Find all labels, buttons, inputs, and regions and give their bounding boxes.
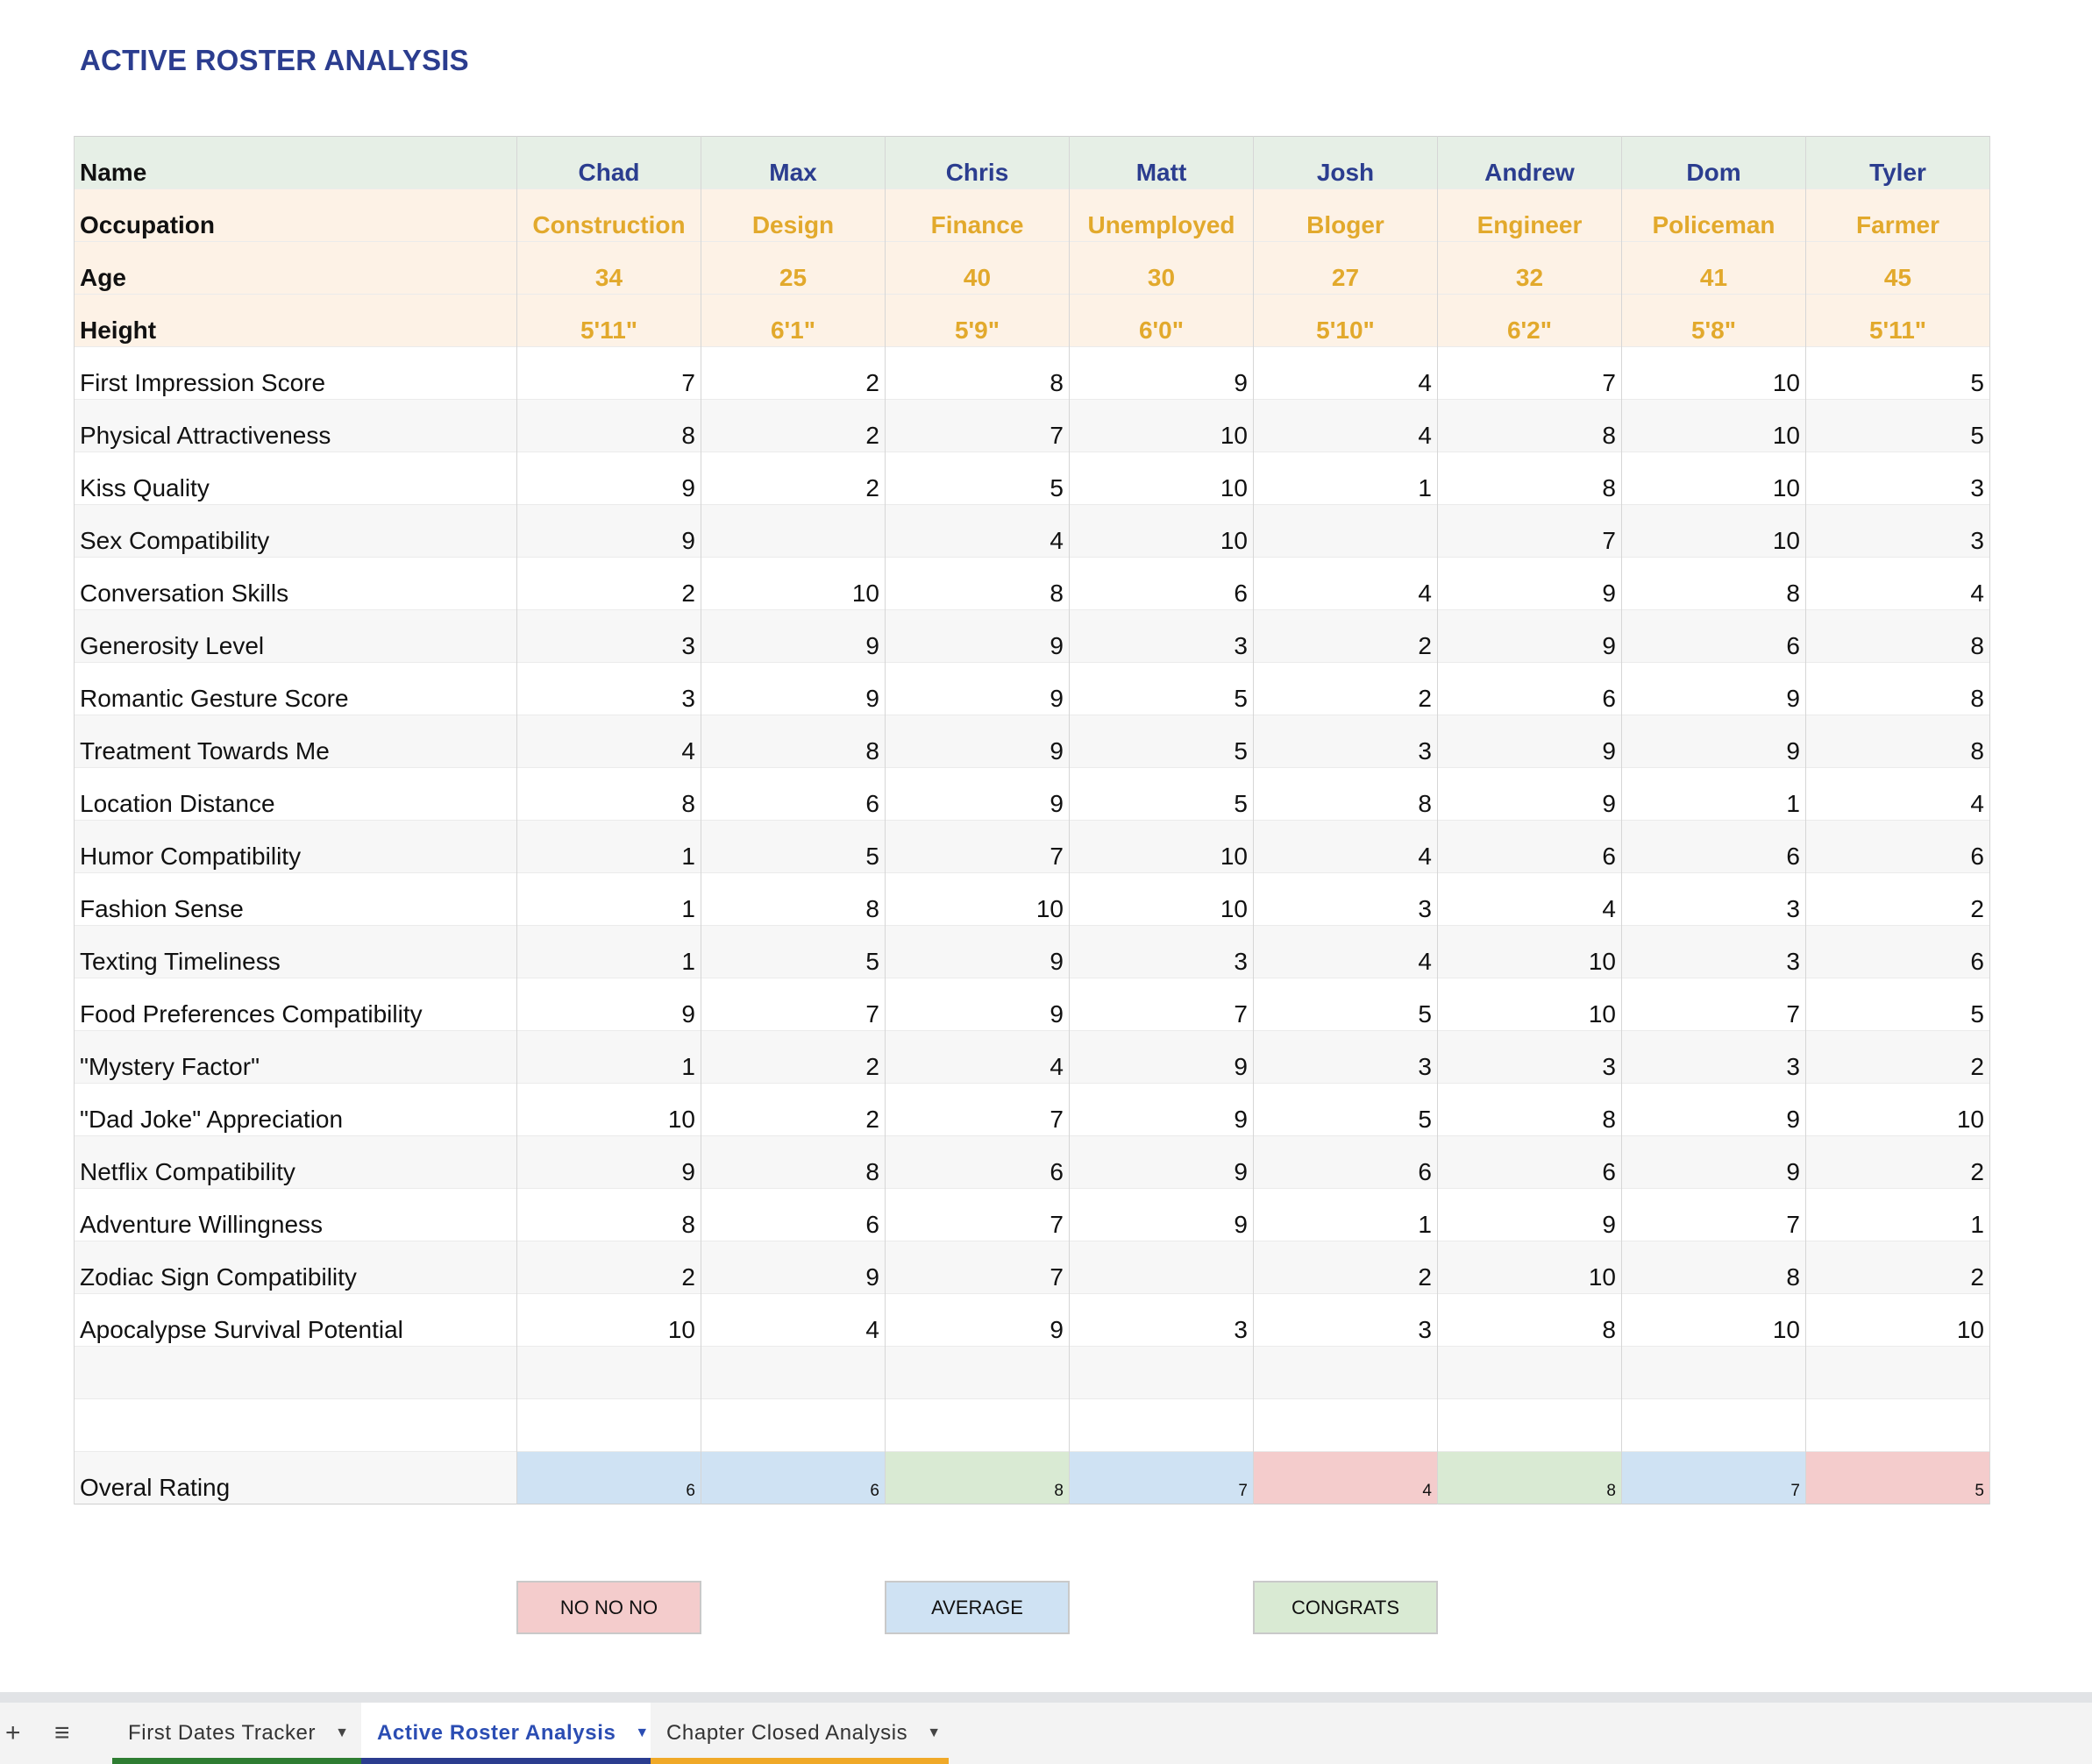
score-cell[interactable]: 7 — [886, 1084, 1070, 1136]
score-cell[interactable]: 9 — [1438, 558, 1622, 610]
name-row-cell[interactable]: Max — [701, 137, 886, 189]
metric-label[interactable]: Apocalypse Survival Potential — [75, 1294, 517, 1347]
score-cell[interactable]: 9 — [1070, 1084, 1254, 1136]
score-cell[interactable]: 5 — [1254, 1084, 1438, 1136]
score-cell[interactable]: 9 — [517, 505, 701, 558]
score-cell[interactable]: 10 — [517, 1294, 701, 1347]
score-cell[interactable]: 8 — [886, 558, 1070, 610]
score-cell[interactable]: 3 — [1622, 1031, 1806, 1084]
score-cell[interactable]: 3 — [1622, 873, 1806, 926]
empty-row — [75, 1399, 1990, 1452]
score-cell[interactable]: 7 — [517, 347, 701, 400]
age-row-cell[interactable]: 34 — [517, 242, 701, 295]
tab-color-strip — [651, 1758, 949, 1764]
occupation-row-cell[interactable]: Construction — [517, 189, 701, 242]
empty-cell[interactable] — [75, 1399, 517, 1452]
score-cell[interactable]: 1 — [1254, 1189, 1438, 1241]
score-cell[interactable]: 3 — [517, 610, 701, 663]
metric-row — [75, 1241, 1990, 1294]
score-cell[interactable]: 3 — [1438, 1031, 1622, 1084]
overall-rating-cell[interactable]: 5 — [1806, 1452, 1990, 1504]
score-cell[interactable]: 4 — [1254, 347, 1438, 400]
score-cell[interactable]: 9 — [1438, 715, 1622, 768]
score-cell[interactable]: 10 — [1438, 978, 1622, 1031]
metric-label[interactable]: Treatment Towards Me — [75, 715, 517, 768]
metric-label[interactable]: Conversation Skills — [75, 558, 517, 610]
empty-cell[interactable] — [886, 1399, 1070, 1452]
score-cell[interactable]: 10 — [1806, 1084, 1990, 1136]
score-cell[interactable]: 6 — [1806, 821, 1990, 873]
height-row-cell[interactable]: 5'9" — [886, 295, 1070, 347]
metric-label[interactable]: "Mystery Factor" — [75, 1031, 517, 1084]
score-cell[interactable]: 4 — [1806, 768, 1990, 821]
score-cell[interactable]: 3 — [1070, 926, 1254, 978]
score-cell[interactable]: 4 — [1438, 873, 1622, 926]
name-row-cell[interactable]: Andrew — [1438, 137, 1622, 189]
name-row-cell[interactable]: Chad — [517, 137, 701, 189]
empty-cell[interactable] — [1438, 1347, 1622, 1399]
metric-row — [75, 452, 1990, 505]
score-cell[interactable]: 10 — [1622, 347, 1806, 400]
score-cell[interactable]: 2 — [1254, 1241, 1438, 1294]
score-cell[interactable]: 10 — [517, 1084, 701, 1136]
occupation-row-cell[interactable]: Farmer — [1806, 189, 1990, 242]
score-cell[interactable]: 3 — [1622, 926, 1806, 978]
empty-cell[interactable] — [701, 1399, 886, 1452]
score-cell[interactable]: 5 — [701, 926, 886, 978]
score-cell[interactable]: 10 — [1070, 505, 1254, 558]
age-row-cell[interactable]: 45 — [1806, 242, 1990, 295]
score-cell[interactable] — [1070, 1241, 1254, 1294]
score-cell[interactable]: 10 — [1070, 873, 1254, 926]
tab-label: First Dates Tracker — [128, 1721, 317, 1745]
score-cell[interactable]: 7 — [1070, 978, 1254, 1031]
score-cell[interactable]: 8 — [1438, 400, 1622, 452]
score-cell[interactable]: 2 — [701, 400, 886, 452]
empty-cell[interactable] — [1254, 1399, 1438, 1452]
metric-row — [75, 400, 1990, 452]
score-cell[interactable]: 6 — [701, 1189, 886, 1241]
overall-rating-cell[interactable]: 8 — [886, 1452, 1070, 1504]
score-cell[interactable]: 10 — [1806, 1294, 1990, 1347]
overall-rating-cell[interactable]: 4 — [1254, 1452, 1438, 1504]
score-cell[interactable]: 9 — [886, 610, 1070, 663]
score-cell[interactable]: 5 — [1070, 715, 1254, 768]
score-cell[interactable]: 10 — [1070, 821, 1254, 873]
height-row-cell[interactable]: 6'0" — [1070, 295, 1254, 347]
score-cell[interactable]: 3 — [1254, 1294, 1438, 1347]
score-cell[interactable]: 10 — [1622, 452, 1806, 505]
metric-row — [75, 1136, 1990, 1189]
score-cell[interactable]: 9 — [701, 1241, 886, 1294]
metric-row — [75, 873, 1990, 926]
name-row-cell[interactable]: Dom — [1622, 137, 1806, 189]
score-cell[interactable]: 4 — [1254, 821, 1438, 873]
score-cell[interactable]: 6 — [1622, 610, 1806, 663]
empty-cell[interactable] — [517, 1399, 701, 1452]
caret-down-icon[interactable]: ▼ — [635, 1725, 650, 1740]
score-cell[interactable]: 5 — [1806, 978, 1990, 1031]
name-row-cell[interactable]: Tyler — [1806, 137, 1990, 189]
score-cell[interactable]: 10 — [1070, 452, 1254, 505]
score-cell[interactable]: 4 — [1254, 558, 1438, 610]
score-cell[interactable]: 10 — [1070, 400, 1254, 452]
empty-cell[interactable] — [1070, 1399, 1254, 1452]
score-cell[interactable]: 2 — [517, 558, 701, 610]
score-cell[interactable]: 8 — [701, 1136, 886, 1189]
metric-row — [75, 715, 1990, 768]
score-cell[interactable]: 10 — [1622, 1294, 1806, 1347]
score-cell[interactable]: 10 — [1622, 505, 1806, 558]
score-cell[interactable]: 3 — [1254, 715, 1438, 768]
occupation-row-cell[interactable]: Design — [701, 189, 886, 242]
score-cell[interactable]: 2 — [1806, 873, 1990, 926]
age-row-cell[interactable]: 27 — [1254, 242, 1438, 295]
metric-row — [75, 1084, 1990, 1136]
score-cell[interactable]: 1 — [1806, 1189, 1990, 1241]
score-cell[interactable]: 9 — [1438, 610, 1622, 663]
age-row-cell[interactable]: 40 — [886, 242, 1070, 295]
score-cell[interactable]: 6 — [1070, 558, 1254, 610]
overall-rating-cell[interactable]: 7 — [1070, 1452, 1254, 1504]
score-cell[interactable]: 9 — [1438, 1189, 1622, 1241]
height-row-cell[interactable]: 5'11" — [517, 295, 701, 347]
score-cell[interactable]: 10 — [701, 558, 886, 610]
score-cell[interactable]: 6 — [1438, 1136, 1622, 1189]
score-cell[interactable]: 7 — [1622, 978, 1806, 1031]
score-cell[interactable]: 5 — [1070, 768, 1254, 821]
score-cell[interactable]: 6 — [701, 768, 886, 821]
occupation-row-cell[interactable]: Unemployed — [1070, 189, 1254, 242]
name-row-cell[interactable]: Matt — [1070, 137, 1254, 189]
tab-first-dates-tracker[interactable] — [112, 1703, 361, 1764]
metric-label[interactable]: Kiss Quality — [75, 452, 517, 505]
score-cell[interactable]: 8 — [701, 715, 886, 768]
score-cell[interactable]: 6 — [1622, 821, 1806, 873]
name-row-cell[interactable]: Chris — [886, 137, 1070, 189]
name-row-cell[interactable]: Josh — [1254, 137, 1438, 189]
caret-down-icon[interactable]: ▼ — [927, 1725, 942, 1740]
score-cell[interactable]: 7 — [886, 821, 1070, 873]
empty-cell[interactable] — [1070, 1347, 1254, 1399]
height-row-cell[interactable]: 5'8" — [1622, 295, 1806, 347]
tab-color-strip — [361, 1758, 651, 1764]
metric-row — [75, 978, 1990, 1031]
score-cell[interactable]: 8 — [1806, 663, 1990, 715]
score-cell[interactable]: 2 — [1254, 663, 1438, 715]
tab-label: Chapter Closed Analysis — [666, 1721, 908, 1745]
height-row-cell[interactable]: 5'10" — [1254, 295, 1438, 347]
age-row-label[interactable]: Age — [75, 242, 517, 295]
empty-cell[interactable] — [1806, 1347, 1990, 1399]
score-cell[interactable]: 2 — [701, 1031, 886, 1084]
caret-down-icon[interactable]: ▼ — [335, 1725, 350, 1740]
metric-label[interactable]: Romantic Gesture Score — [75, 663, 517, 715]
overall-rating-cell[interactable]: 7 — [1622, 1452, 1806, 1504]
occupation-row-cell[interactable]: Engineer — [1438, 189, 1622, 242]
score-cell[interactable]: 4 — [886, 505, 1070, 558]
sheet-tab-bar — [0, 1692, 2092, 1764]
legend-congrats[interactable]: CONGRATS — [1253, 1581, 1438, 1634]
score-cell[interactable]: 4 — [1806, 558, 1990, 610]
score-cell[interactable]: 2 — [701, 452, 886, 505]
score-cell[interactable]: 3 — [1806, 505, 1990, 558]
metric-label[interactable]: First Impression Score — [75, 347, 517, 400]
metric-row — [75, 926, 1990, 978]
score-cell[interactable]: 9 — [1622, 1136, 1806, 1189]
overall-rating-label[interactable]: Overal Rating — [75, 1452, 517, 1504]
metric-row — [75, 505, 1990, 558]
legend-no-no-no[interactable]: NO NO NO — [516, 1581, 701, 1634]
score-cell[interactable]: 3 — [1070, 1294, 1254, 1347]
age-row-cell[interactable]: 41 — [1622, 242, 1806, 295]
score-cell[interactable]: 8 — [1438, 1294, 1622, 1347]
score-cell[interactable]: 2 — [1806, 1031, 1990, 1084]
score-cell[interactable]: 9 — [1070, 1031, 1254, 1084]
score-cell[interactable]: 9 — [886, 663, 1070, 715]
roster-table — [74, 136, 1990, 1504]
occupation-row-label[interactable]: Occupation — [75, 189, 517, 242]
empty-cell[interactable] — [1622, 1347, 1806, 1399]
score-cell[interactable]: 6 — [886, 1136, 1070, 1189]
score-cell[interactable]: 3 — [517, 663, 701, 715]
empty-cell[interactable] — [1438, 1399, 1622, 1452]
score-cell[interactable]: 10 — [1438, 926, 1622, 978]
score-cell[interactable]: 8 — [701, 873, 886, 926]
score-cell[interactable]: 7 — [886, 1241, 1070, 1294]
name-row-label[interactable]: Name — [75, 137, 517, 189]
score-cell[interactable]: 7 — [701, 978, 886, 1031]
score-cell[interactable]: 8 — [1438, 1084, 1622, 1136]
score-cell[interactable]: 2 — [701, 347, 886, 400]
score-cell[interactable]: 9 — [1622, 1084, 1806, 1136]
metric-row — [75, 347, 1990, 400]
metric-row — [75, 558, 1990, 610]
height-row-label[interactable]: Height — [75, 295, 517, 347]
score-cell[interactable]: 7 — [886, 1189, 1070, 1241]
overall-rating-row — [75, 1452, 1990, 1504]
tab-chapter-closed-analysis[interactable] — [651, 1703, 949, 1764]
name-row — [75, 137, 1990, 189]
score-cell[interactable]: 2 — [517, 1241, 701, 1294]
metric-label[interactable]: Sex Compatibility — [75, 505, 517, 558]
age-row-cell[interactable]: 32 — [1438, 242, 1622, 295]
score-cell[interactable]: 6 — [1806, 926, 1990, 978]
metric-row — [75, 1294, 1990, 1347]
score-cell[interactable]: 8 — [1254, 768, 1438, 821]
score-cell[interactable]: 9 — [886, 715, 1070, 768]
score-cell[interactable]: 9 — [886, 1294, 1070, 1347]
score-cell[interactable]: 6 — [1438, 663, 1622, 715]
score-cell[interactable]: 8 — [1806, 610, 1990, 663]
score-cell[interactable]: 4 — [886, 1031, 1070, 1084]
score-cell[interactable]: 10 — [1622, 400, 1806, 452]
metric-row — [75, 1031, 1990, 1084]
score-cell[interactable]: 8 — [517, 400, 701, 452]
plus-icon[interactable]: + — [5, 1718, 21, 1747]
score-cell[interactable]: 9 — [517, 452, 701, 505]
score-cell[interactable]: 9 — [517, 978, 701, 1031]
overall-rating-cell[interactable]: 8 — [1438, 1452, 1622, 1504]
score-cell[interactable]: 2 — [701, 1084, 886, 1136]
empty-cell[interactable] — [701, 1347, 886, 1399]
score-cell[interactable]: 9 — [886, 926, 1070, 978]
score-cell[interactable]: 9 — [886, 978, 1070, 1031]
metric-label[interactable]: Texting Timeliness — [75, 926, 517, 978]
overall-rating-cell[interactable]: 6 — [517, 1452, 701, 1504]
overall-rating-cell[interactable]: 6 — [701, 1452, 886, 1504]
score-cell[interactable]: 1 — [517, 1031, 701, 1084]
age-row-cell[interactable]: 30 — [1070, 242, 1254, 295]
tab-active-roster-analysis[interactable] — [361, 1703, 651, 1764]
score-cell[interactable]: 9 — [1622, 663, 1806, 715]
score-cell[interactable]: 4 — [1254, 400, 1438, 452]
legend-average[interactable]: AVERAGE — [885, 1581, 1070, 1634]
metric-label[interactable]: Generosity Level — [75, 610, 517, 663]
score-cell[interactable]: 8 — [1438, 452, 1622, 505]
score-cell[interactable]: 8 — [1806, 715, 1990, 768]
score-cell[interactable]: 5 — [886, 452, 1070, 505]
score-cell[interactable]: 1 — [517, 821, 701, 873]
metric-label[interactable]: Humor Compatibility — [75, 821, 517, 873]
score-cell[interactable]: 9 — [517, 1136, 701, 1189]
score-cell[interactable]: 9 — [1070, 1136, 1254, 1189]
score-cell[interactable]: 2 — [1254, 610, 1438, 663]
score-cell[interactable]: 8 — [517, 1189, 701, 1241]
metric-row — [75, 610, 1990, 663]
empty-cell[interactable] — [1254, 1347, 1438, 1399]
metric-row — [75, 663, 1990, 715]
metric-label[interactable]: "Dad Joke" Appreciation — [75, 1084, 517, 1136]
occupation-row-cell[interactable]: Finance — [886, 189, 1070, 242]
score-cell[interactable]: 10 — [886, 873, 1070, 926]
score-cell[interactable]: 7 — [1438, 505, 1622, 558]
score-cell[interactable]: 2 — [1806, 1241, 1990, 1294]
score-cell[interactable]: 6 — [1254, 1136, 1438, 1189]
score-cell[interactable]: 2 — [1806, 1136, 1990, 1189]
occupation-row — [75, 189, 1990, 242]
score-cell[interactable] — [701, 505, 886, 558]
height-row — [75, 295, 1990, 347]
metric-row — [75, 821, 1990, 873]
score-cell[interactable]: 5 — [1070, 663, 1254, 715]
score-cell[interactable]: 1 — [1254, 452, 1438, 505]
score-cell[interactable]: 9 — [1622, 715, 1806, 768]
empty-cell[interactable] — [75, 1347, 517, 1399]
metric-label[interactable]: Physical Attractiveness — [75, 400, 517, 452]
score-cell[interactable]: 5 — [1806, 400, 1990, 452]
metric-row — [75, 768, 1990, 821]
height-row-cell[interactable]: 6'2" — [1438, 295, 1622, 347]
metric-label[interactable]: Adventure Willingness — [75, 1189, 517, 1241]
occupation-row-cell[interactable]: Bloger — [1254, 189, 1438, 242]
score-cell[interactable]: 6 — [1438, 821, 1622, 873]
score-cell[interactable]: 3 — [1254, 1031, 1438, 1084]
empty-row — [75, 1347, 1990, 1399]
score-cell[interactable]: 8 — [886, 347, 1070, 400]
height-row-cell[interactable]: 6'1" — [701, 295, 886, 347]
score-cell[interactable]: 10 — [1438, 1241, 1622, 1294]
score-cell[interactable]: 5 — [701, 821, 886, 873]
metric-label[interactable]: Zodiac Sign Compatibility — [75, 1241, 517, 1294]
empty-cell[interactable] — [1806, 1399, 1990, 1452]
score-cell[interactable]: 3 — [1254, 873, 1438, 926]
score-cell[interactable]: 4 — [1254, 926, 1438, 978]
score-cell[interactable]: 4 — [701, 1294, 886, 1347]
score-cell[interactable]: 3 — [1070, 610, 1254, 663]
empty-cell[interactable] — [886, 1347, 1070, 1399]
score-cell[interactable]: 1 — [1622, 768, 1806, 821]
score-cell[interactable]: 5 — [1254, 978, 1438, 1031]
score-cell[interactable]: 9 — [701, 663, 886, 715]
score-cell[interactable]: 4 — [517, 715, 701, 768]
score-cell[interactable]: 8 — [1622, 558, 1806, 610]
score-cell[interactable]: 9 — [886, 768, 1070, 821]
score-cell[interactable]: 1 — [517, 926, 701, 978]
score-cell[interactable]: 7 — [886, 400, 1070, 452]
score-cell[interactable]: 9 — [701, 610, 886, 663]
height-row-cell[interactable]: 5'11" — [1806, 295, 1990, 347]
score-cell[interactable]: 9 — [1438, 768, 1622, 821]
score-cell[interactable]: 5 — [1806, 347, 1990, 400]
metric-label[interactable]: Location Distance — [75, 768, 517, 821]
metric-label[interactable]: Netflix Compatibility — [75, 1136, 517, 1189]
score-cell[interactable]: 8 — [517, 768, 701, 821]
age-row-cell[interactable]: 25 — [701, 242, 886, 295]
score-cell[interactable]: 7 — [1438, 347, 1622, 400]
score-cell[interactable]: 8 — [1622, 1241, 1806, 1294]
empty-cell[interactable] — [517, 1347, 701, 1399]
score-cell[interactable]: 9 — [1070, 1189, 1254, 1241]
occupation-row-cell[interactable]: Policeman — [1622, 189, 1806, 242]
score-cell[interactable]: 3 — [1806, 452, 1990, 505]
tab-color-strip — [112, 1758, 361, 1764]
score-cell[interactable]: 9 — [1070, 347, 1254, 400]
metric-label[interactable]: Fashion Sense — [75, 873, 517, 926]
metric-row — [75, 1189, 1990, 1241]
score-cell[interactable] — [1254, 505, 1438, 558]
empty-cell[interactable] — [1622, 1399, 1806, 1452]
metric-label[interactable]: Food Preferences Compatibility — [75, 978, 517, 1031]
score-cell[interactable]: 1 — [517, 873, 701, 926]
tab-label: Active Roster Analysis — [377, 1721, 616, 1745]
age-row — [75, 242, 1990, 295]
sheet-title: ACTIVE ROSTER ANALYSIS — [80, 44, 469, 76]
hamburger-icon[interactable]: ≡ — [54, 1718, 70, 1747]
score-cell[interactable]: 7 — [1622, 1189, 1806, 1241]
